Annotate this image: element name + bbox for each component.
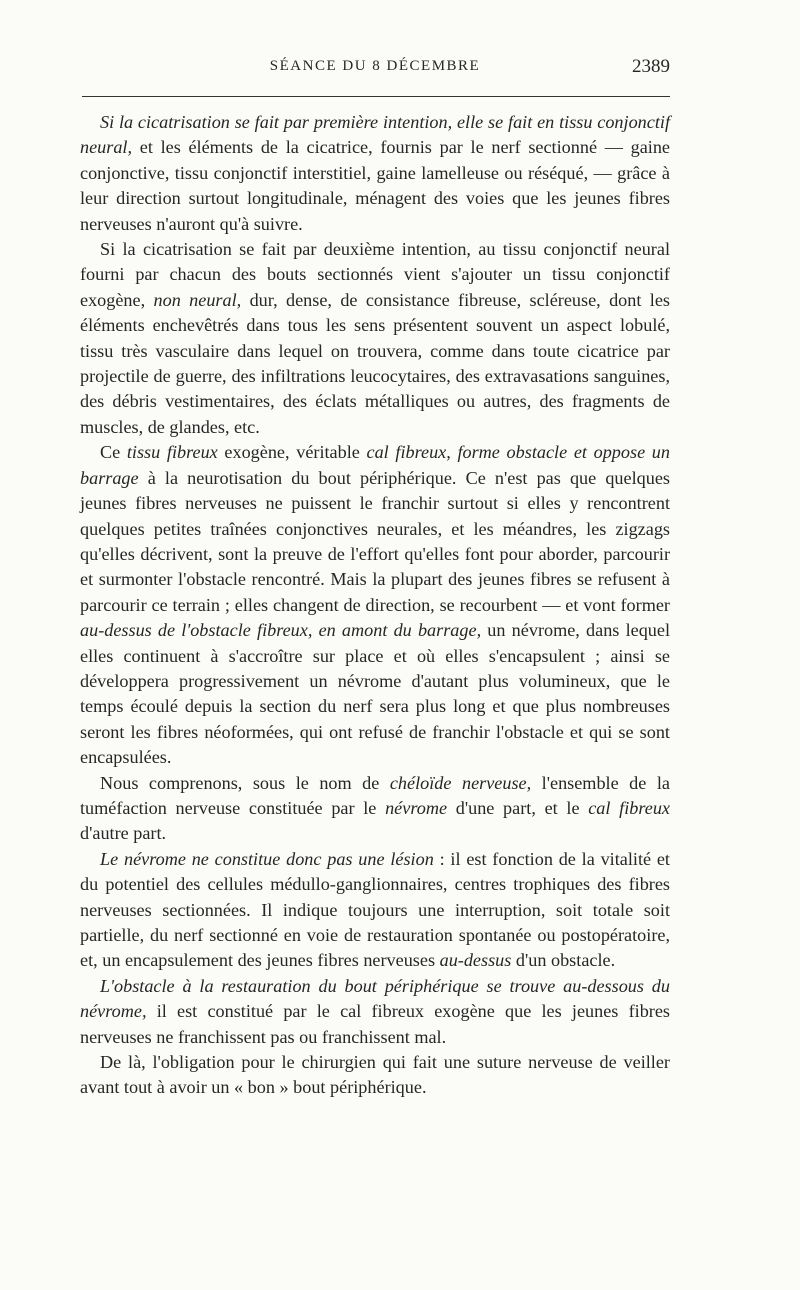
text-run: d'une part, et le (447, 797, 589, 818)
paragraph (80, 847, 670, 974)
page-number: 2389 (632, 56, 670, 77)
text-run: dur, dense, de consistance fibreuse, scléreuse, dont les éléments enchevêtrés dans tous les sens présentent souvent un aspect lobulé, tissu très vasculaire dans lequel on trouvera, comme dans toute cicatrice par projectile de guerre, des infiltrations leucocytaires, des extravasations sanguines, des débris vestimentaires, des éclats métalliques ou autres, des fragments de muscles, de glandes, etc. (80, 289, 670, 437)
text-run: Ce (100, 442, 127, 463)
italic-text: au-dessus de l'obstacle fibreux, en amont du barrage, (80, 620, 482, 641)
text-run: Si la cicatrisation se fait par deuxième intention, au tissu conjonctif neural fourni par chacun des bouts sectionnés vient s'ajouter un tissu conjonctif exogène, (80, 239, 670, 310)
text-run: De là, l'obligation pour le chirurgien qui fait une suture nerveuse de veiller avant tout à avoir un « bon » bout périphérique. (80, 1052, 670, 1098)
running-head (80, 58, 670, 84)
paragraph (80, 440, 670, 770)
italic-text: tissu fibreux (126, 442, 218, 463)
text-run: d'un obstacle. (511, 950, 616, 971)
text-run: il est constitué par le cal fibreux exogène que les jeunes fibres nerveuses ne franchissent pas ou franchissent mal. (80, 1001, 670, 1047)
paragraph (80, 237, 670, 440)
text-run: un névrome, dans lequel elles continuent à s'accroître sur place et où elles s'encapsulent ; ainsi se développera progressivement un névrome d'autant plus volumineux, que le temps écoulé depuis la section du nerf sera plus long et que plus nombreuses seront les fibres néoformées, qui ont refusé de franchir l'obstacle et qui se sont encapsulées. (80, 620, 671, 768)
italic-text: au-dessus (439, 950, 512, 971)
text-run: exogène, véritable (217, 442, 367, 463)
text-run: : il est fonction de la vitalité et du potentiel des cellules médullo-ganglionnaires, centres trophiques des fibres nerveuses sectionnées. Il indique toujours une interruption, soit totale soit partielle, du nerf sectionné en voie de restauration spontanée ou postopératoire, et, un encapsulement des jeunes fibres nerveuses (80, 848, 670, 971)
body-text (80, 110, 670, 1101)
text-run: Nous comprenons, sous le nom de (100, 772, 390, 793)
italic-text: Le névrome ne constitue donc pas une lésion (100, 848, 434, 869)
italic-text: Si la cicatrisation se fait par première intention, elle se fait en tissu conjonctif neural, (80, 112, 670, 158)
italic-text: névrome (385, 797, 448, 818)
italic-text: cal fibreux (588, 797, 670, 818)
italic-text: chéloïde nerveuse, (389, 772, 532, 793)
paragraph (80, 974, 670, 1050)
italic-text: L'obstacle à la restauration du bout périphérique se trouve au-dessous du névrome, (80, 975, 670, 1022)
header-rule (82, 96, 670, 97)
italic-text: non neural, (153, 289, 242, 310)
text-run: l'ensemble de la tuméfaction nerveuse constituée par le (80, 772, 670, 818)
text-run: d'autre part. (80, 823, 167, 844)
text-run: à la neurotisation du bout périphérique. Ce n'est pas que quelques jeunes fibres nerveuses ne puissent le franchir surtout si elles y rencontrent quelques petites traînées conjonctives neurales, et les méandres, les zigzags qu'elles décrivent, sont la preuve de l'effort qu'elles font pour aborder, parcourir et surmonter l'obstacle rencontré. Mais la plupart des jeunes fibres se refusent à parcourir ce terrain ; elles changent de direction, se recourbent — et vont former (80, 467, 670, 615)
paragraph (80, 110, 670, 237)
text-run: et les éléments de la cicatrice, fournis par le nerf sectionné — gaine conjonctive, tissu conjonctif interstitiel, gaine lamelleuse ou réséqué, — grâce à leur direction surtout longitudinale, ménagent des voies que les jeunes fibres nerveuses n'auront qu'à suivre. (80, 137, 670, 234)
paragraph (80, 771, 670, 847)
running-head-title: SÉANCE DU 8 DÉCEMBRE (269, 58, 481, 74)
italic-text: cal fibreux, forme obstacle et oppose un barrage (80, 442, 670, 488)
paragraph (80, 1050, 670, 1101)
